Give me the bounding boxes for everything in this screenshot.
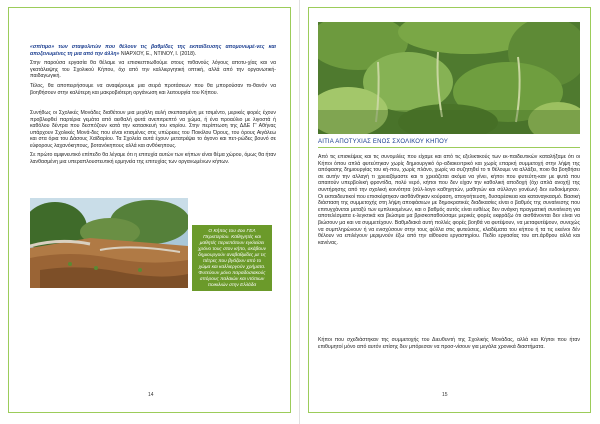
quote-source: ΝΙΑΡΧΟΥ, Ε., ΝΤΙΝΟΥ, Ι. (2018).: [119, 50, 197, 57]
paragraph-2: Κήποι που σχεδιάστηκαν της συμμετοχής του Διευθυντή της Σχολικής Μονάδας, αλλά και Κήποι που ήταν επιθυμητοί μόνο από αυτόν επίσης δεν μπόρεσαν να προσ-νίσουν για μεγάλα χρονικά διαστήματα.: [318, 337, 580, 350]
garden-photo-image: [30, 198, 188, 288]
photo-caption: Ο Κήπος του 4ου ΓΕΛ Περιστερίου. Καθηγητές και μαθητές περιεπάτουν εγκλείσει χρόνο τους στον κήπο, σκάβουν δημιουργούν αναβαθμίδες με τις πέτρες που βγάζουν από το χώμα και καλλιεργούν χρήματα. Φυτεύουν μόνο παραδοσιακούς σπόρους παλαιών και ντόπιων ποικιλιών στην Ελλάδα: [192, 225, 272, 291]
quote-paragraph: [30, 44, 276, 57]
vegetable-garden-image: [318, 22, 580, 134]
right-page: [300, 0, 600, 424]
section-heading: ΑΙΤΙΑ ΑΠΟΤΥΧΙΑΣ ΕΝΟΣ ΣΧΟΛΙΚΟΥ ΚΗΠΟΥ: [318, 139, 449, 145]
vegetable-garden-photo: [318, 22, 580, 134]
page-number-left: 14: [148, 392, 154, 398]
heading-divider: [318, 147, 580, 148]
paragraph-2: Τέλος, θα αποπειρήσουμε να αναφέρουμε μια σειρά προτάσεων που θα μπορούσαν πι-θανόν να βοηθήσουν στην καλύτερη και μακροβιότερη οργάνωση και λειτουργία του Κήπου.: [30, 83, 276, 96]
paragraph-3: Συνήθως οι Σχολικές Μονάδες διαθέτουν μια μεγάλη αυλή σκεπασμένη με τσιμέντο, μερικές φορές έχουν προβλεφθεί παρτέρια γεμάτα από αειθαλή φυτά ανεπιτρεπτό να χώμα, ή ένα προαύλιο με λιγοστά ή καθόλου δέντρα που δεσπόζουν κατά την κατασκευή του κτιρίου. Στην περίπτωση της ΔΔΕ Γ' Αθήνας υπάρχουν Σχολικές Μονά-δες που είναι κτισμένες στις υπώρειες του Ποικίλου Όρους, του όρους Αιγάλεω και στα όρια του Δάσους Χαϊδαρίου. Τα Σχολεία αυτά έχουν μετατρέψει το άγονο και πετ-ρώδες βουνό σε εύφορους λαχανόκηπους, βοτανόκηπους αλλά και ανθόκηπους.: [30, 110, 276, 149]
quote-text: «σπίτιμο» των σταφυλιτών που θέλουν τις βαθμίδες της εκπαίδευσης απομονωμέ-νες και αποξενωμένες τη μια από την άλλη»: [30, 44, 276, 57]
page-number-right: 15: [442, 392, 448, 398]
garden-photo: [30, 198, 188, 288]
paragraph-1: Στην παρούσα εργασία θα θέλαμε να επισκεπτιωθούμε στους πιθανούς λόγους αποτυ-χίας και να γκατάλειψης του Σχολικού Κήπου, όχι από την καλλιεργητική οπτική, αλλά από την οργανωτική-παιδαγωγική.: [30, 60, 276, 80]
paragraph-4: Σε πρώτο αμφινευτικό επίπεδο θα λέγαμε ότι η επιτυχία αυτών των κήπων είναι θέμα χώρου, όμως θα ήταν λανθασμένη μια υπεραπλουστευτική ερμηνεία της επιτυχίας των οργανωμένων κήπων.: [30, 152, 276, 165]
paragraph-1: Από τις επισκέψεις και τις συνομιλίες που είχαμε και από τις εξελικτικούς των εκ-παιδευτικών καταλήξαμε ότι οι Κήποι όπου απλά φυτεύτηκαν χωρίς δημιουργικό όρ-αδιακεντρικό και χωρίς επαρκή συμμετοχή στην λήψη της απόφασης δημιουργίας του κή-που, χωρίς πλάνο, χωρίς να συζητηθεί το τι θέλουμε να αλλάξει, ποιο θα βοηθήσει σε αυτήν την αλλαγή τι χρειαζόμαστε και τι χρειάζεται ακόμα να γίνει, κήποι που φυτεύτη-καν με φυτά που απαιτούν υπερβολική φροντίδα, πολύ νερό, κήποι που δεν είχαν την καθολική αποδοχή (όχι απλά ανοχή) της συντήρησης από την σχολική κοινότητα (σύλ-λογο καθηγητών, μαθητών και σύλλογο γονέων) δεν ευδοκίμησαν. Οι εκπαιδευτικοί που επισκέφτηκαν αισθάνθηκαν κούραση, απογοήτευση, δυσαρέσκεια και καταναγκασμό. Βασική διάσταση της συμμετοχής στη λήψη αποφάσεων με δημοκρατικές διαδικασίες είναι ο βαθμός της συναίνεσης που επιτυγχάνεται μεταξύ των εμπλεκομένων, και ο βαθμός αυτός είναι ευθέως δεν ανάγκη πραγματική συναίνεση για αποτελέσματα ε-λεγκτικά και βιώσιμα μα βρισκοπαθούσαμε μερικές φορές εκφράζω ότι αισθάνονται δεν είναι να βιώσουν μα και να συμμετέχουν. Βαθμιδιακά αυτή πολλές φορές βοηθά να φυτέψουν, να μεταφυτέψουν, συνεχώς να συμπληρώνουν ή να ενισχύσουν στην τους φύλλα στις φυτεύσεις, κλαδέματα του κήπου ή τα τις εκείνοι δέν θέλουν να επιλέγουν μεριμνούν έξω από την αίθουσα εργαστηρίου. Πεδίο εργασίας του απ.άρθρου αλλά και κανένας.: [318, 154, 580, 246]
